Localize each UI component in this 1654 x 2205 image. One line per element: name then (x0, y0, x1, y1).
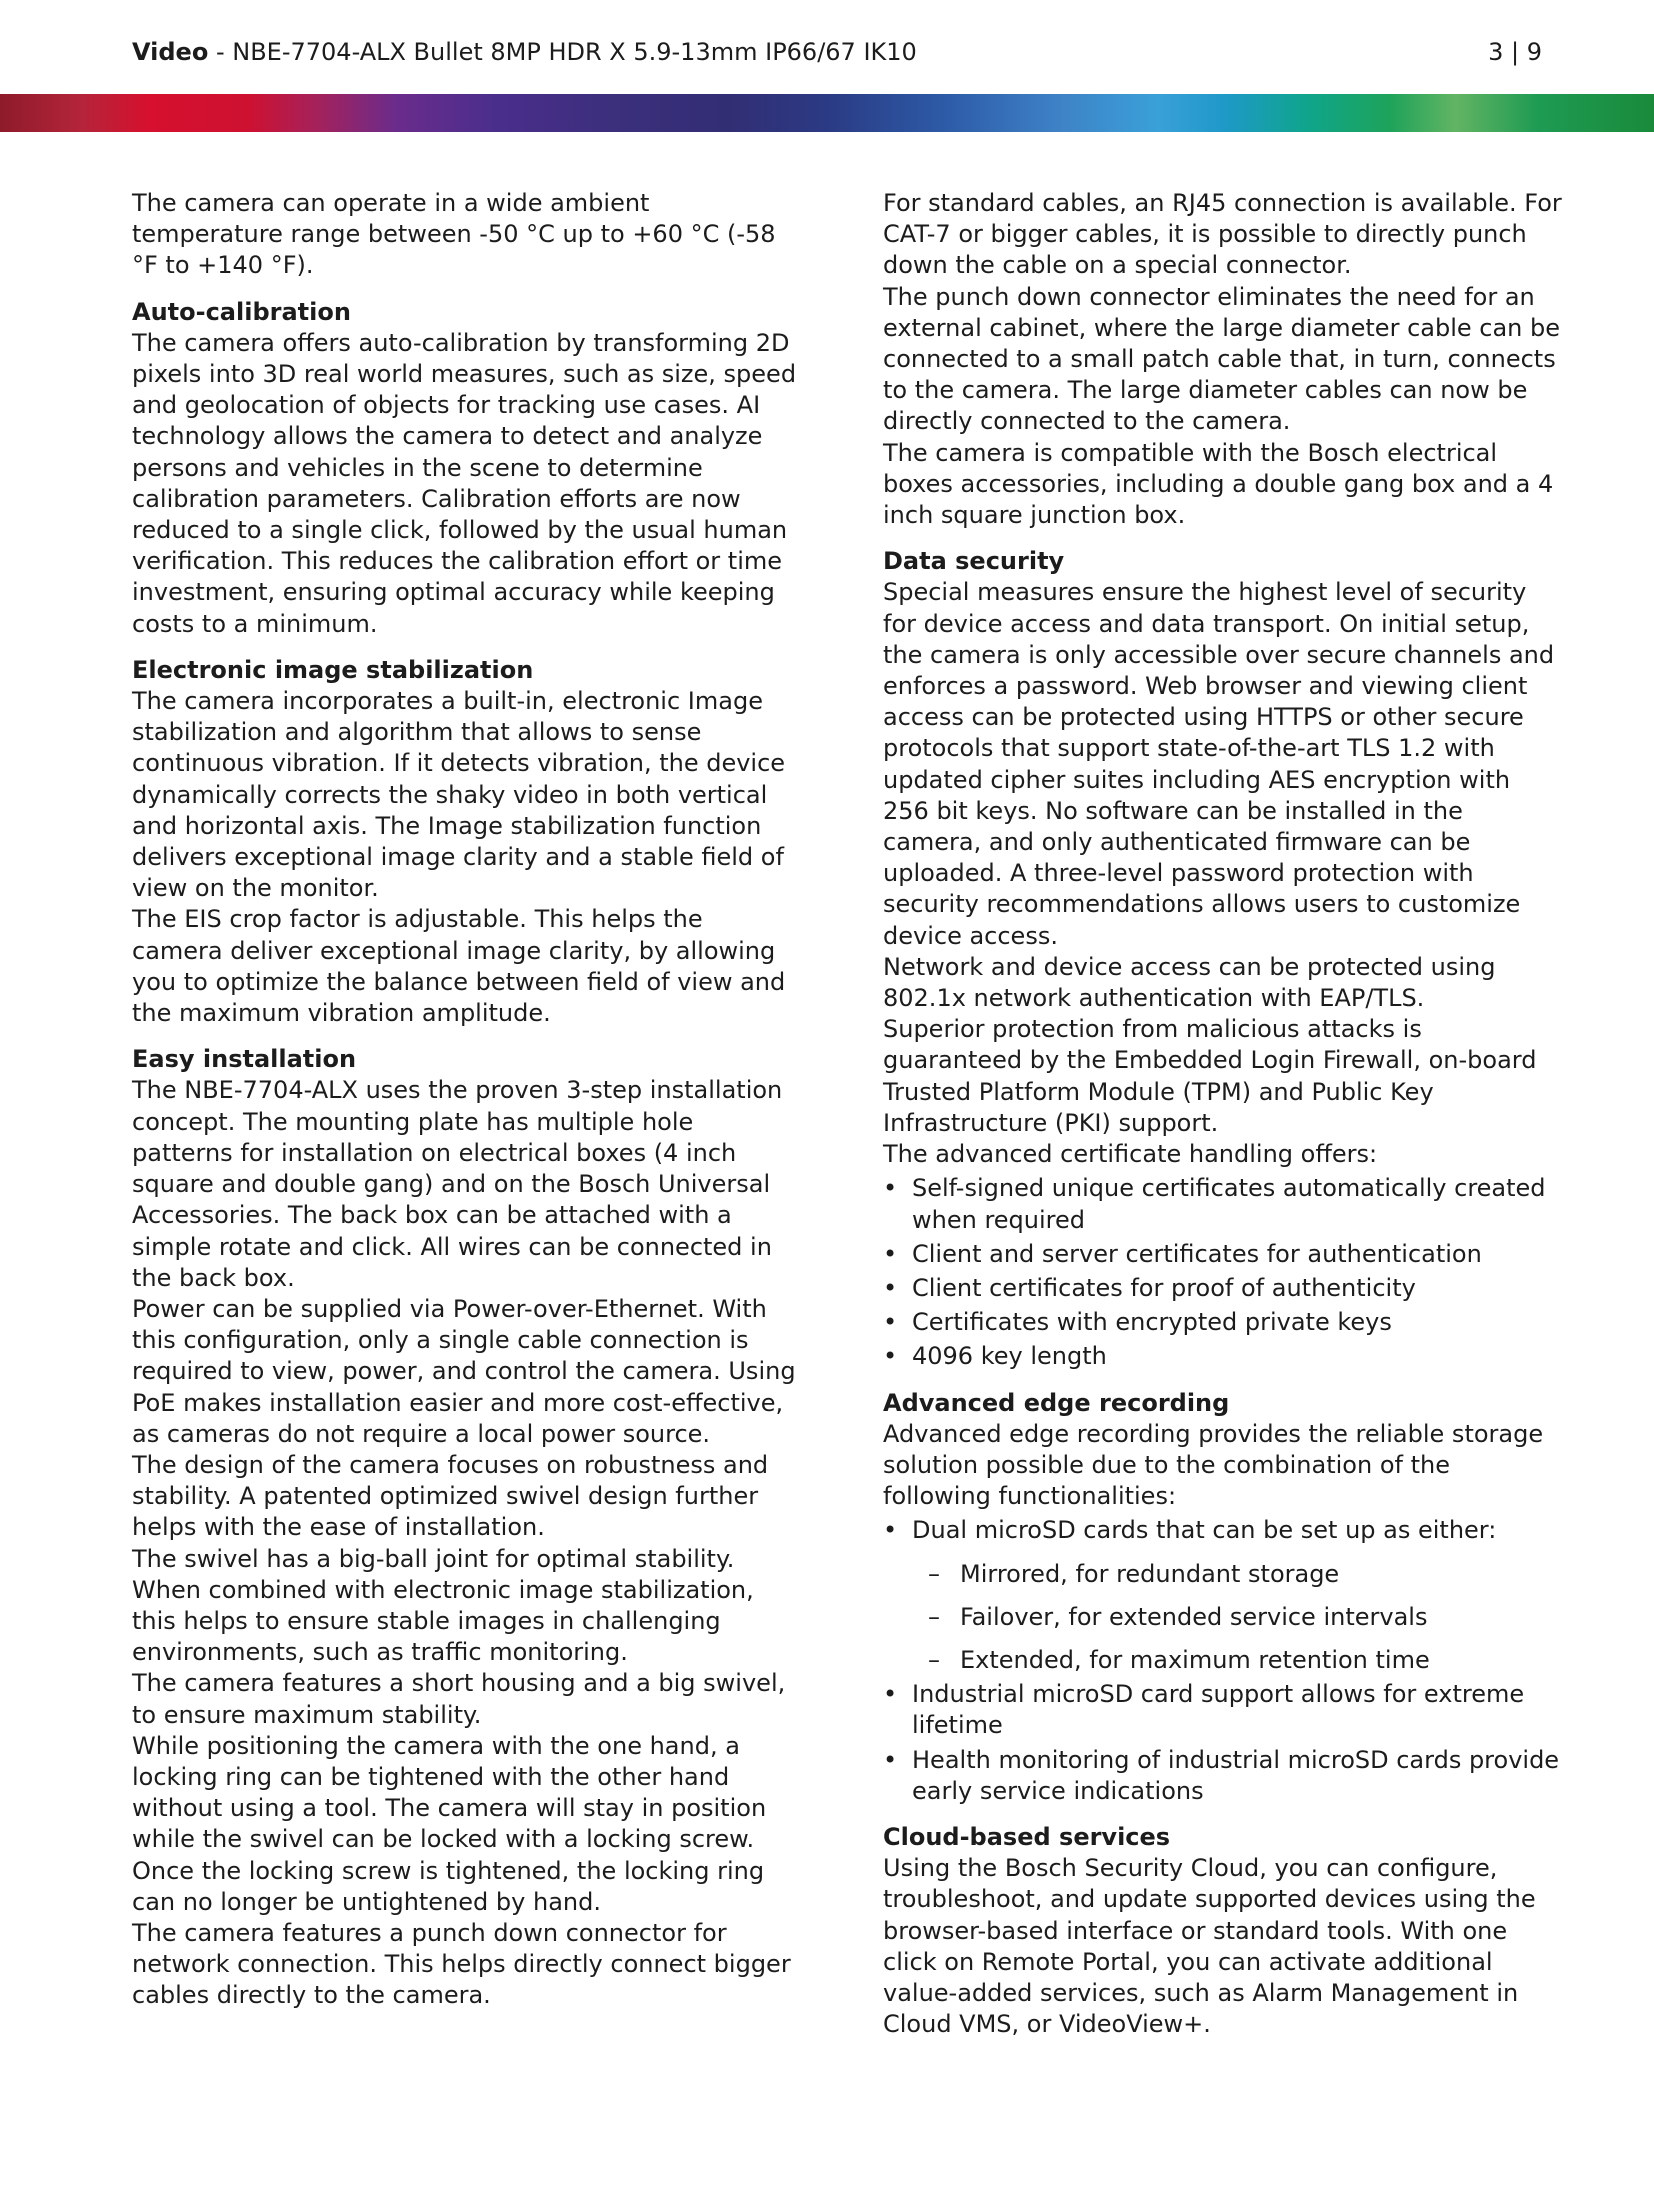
punch-down-connector-paragraph: The punch down connector eliminates the need for an external cabinet, where the large diameter cable can be connected to a small patch cable that, in turn, connects to the camera. The large diameter cables can now be directly connected to the camera. (883, 282, 1561, 436)
list-item (883, 1307, 1563, 1338)
list-item-text: Self-signed unique certificates automatically created when required (912, 1174, 1546, 1234)
rj45-paragraph: For standard cables, an RJ45 connection is available. For CAT-7 or bigger cables, it is possible to directly punch down the cable on a special connector. (883, 189, 1562, 280)
list-item (883, 1745, 1563, 1807)
bullet-icon: • (883, 1745, 898, 1774)
list-item (883, 1602, 1563, 1633)
document-title-product: - NBE-7704-ALX Bullet 8MP HDR X 5.9-13mm IP66/67 IK10 (208, 38, 917, 66)
temperature-paragraph: The camera can operate in a wide ambient temperature range between -50 °C up to +60 °C (-58 °F to +140 °F). (132, 189, 776, 280)
malicious-attacks-paragraph: Superior protection from malicious attacks is guaranteed by the Embedded Login Firewall, on-board Trusted Platform Module (TPM) and Public Key Infrastructure (PKI) support. (883, 1015, 1537, 1137)
edge-recording-heading: Advanced edge recording (883, 1388, 1230, 1417)
dash-icon: – (928, 1602, 940, 1631)
list-item-text: Extended, for maximum retention time (960, 1645, 1430, 1674)
list-item-text: Industrial microSD card support allows for extreme lifetime (912, 1680, 1525, 1740)
bullet-icon: • (883, 1516, 898, 1545)
bullet-icon: • (883, 1273, 898, 1302)
list-item (883, 1679, 1563, 1741)
auto-calibration-paragraph: The camera offers auto-calibration by transforming 2D pixels into 3D real world measures, such as size, speed and geolocation of objects for tracking use cases. AI technology allows the camera to detect and analyze persons and vehicles in the scene to determine calibration parameters. Calibration efforts are now reduced to a single click, followed by the usual human verification. This reduces the calibration effort or time investment, ensuring optimal accuracy while keeping costs to a minimum. (132, 328, 797, 638)
bullet-icon: • (883, 1680, 898, 1709)
poe-paragraph: Power can be supplied via Power-over-Ethernet. With this configuration, only a single cable connection is required to view, power, and control the camera. Using PoE makes installation easier and more cost-effective, as cameras do not require a local power source. (132, 1294, 796, 1448)
certificate-handling-paragraph: The advanced certificate handling offers: (883, 1140, 1378, 1169)
data-security-paragraph: Special measures ensure the highest level of security for device access and data transport. On initial setup, the camera is only accessible over secure channels and enforces a password. Web browser and viewing client access can be protected using HTTPS or other secure protocols that support state-of-the-art TLS 1.2 with updated cipher suites including AES encryption with 256 bit keys. No software can be installed in the camera, and only authenticated firmware can be uploaded. A three-level password protection with security recommendations allows users to customize device access. (883, 578, 1555, 950)
easy-installation-heading: Easy installation (132, 1045, 357, 1074)
certificate-list (883, 1173, 1563, 1372)
bullet-icon: • (883, 1239, 898, 1268)
list-item (883, 1239, 1563, 1270)
bullet-icon: • (883, 1174, 898, 1203)
list-item (883, 1515, 1563, 1676)
eis-crop-paragraph: The EIS crop factor is adjustable. This helps the camera deliver exceptional image clarity, by allowing you to optimize the balance between field of view and the maximum vibration amplitude. (132, 905, 786, 1028)
electrical-boxes-paragraph: The camera is compatible with the Bosch electrical boxes accessories, including a double gang box and a 4 inch square junction box. (883, 438, 1554, 530)
list-item (883, 1173, 1563, 1235)
brand-color-band (0, 94, 1654, 132)
cloud-services-heading: Cloud-based services (883, 1822, 1171, 1851)
installation-concept-paragraph: The NBE-7704-ALX uses the proven 3-step installation concept. The mounting plate has multiple hole patterns for installation on electrical boxes (4 inch square and double gang) and on the Bosch Universal Accessories. The back box can be attached with a simple rotate and click. All wires can be connected in the back box. (132, 1076, 783, 1292)
eis-paragraph: The camera incorporates a built-in, electronic Image stabilization and algorithm that allows to sense continuous vibration. If it detects vibration, the device dynamically corrects the shaky video in both vertical and horizontal axis. The Image stabilization function delivers exceptional image clarity and a stable field of view on the monitor. (132, 687, 786, 903)
list-item-text: 4096 key length (912, 1342, 1107, 1371)
cloud-services-paragraph: Using the Bosch Security Cloud, you can configure, troubleshoot, and update supported devices using the browser-based interface or standard tools. With one click on Remote Portal, you can activate additional value-added services, such as Alarm Management in Cloud VMS, or VideoView+. (883, 1854, 1536, 2039)
dash-icon: – (928, 1645, 940, 1674)
swivel-paragraph: The swivel has a big-ball joint for optimal stability. When combined with electronic image stabilization, this helps to ensure stable images in challenging environments, such as traffic monitoring. (132, 1544, 754, 1667)
right-column (883, 188, 1563, 2040)
network-access-paragraph: Network and device access can be protected using 802.1x network authentication with EAP/TLS. (883, 952, 1496, 1013)
list-item (883, 1341, 1563, 1372)
list-item (883, 1273, 1563, 1304)
list-item-text: Mirrored, for redundant storage (960, 1559, 1340, 1588)
list-item-text: Health monitoring of industrial microSD cards provide early service indications (912, 1745, 1560, 1805)
document-title (132, 36, 917, 68)
edge-recording-paragraph: Advanced edge recording provides the reliable storage solution possible due to the combination of the following functionalities: (883, 1419, 1544, 1511)
locking-ring-paragraph: While positioning the camera with the one hand, a locking ring can be tightened with the other hand without using a tool. The camera will stay in position while the swivel can be locked with a locking screw. Once the locking screw is tightened, the locking ring can no longer be untightened by hand. (132, 1731, 767, 1916)
left-column (132, 188, 800, 2012)
document-title-category: Video (132, 38, 209, 66)
edge-recording-list (883, 1515, 1563, 1807)
microsd-mode-list (912, 1559, 1563, 1677)
page-header (132, 36, 1542, 72)
list-item (883, 1645, 1563, 1676)
design-paragraph: The design of the camera focuses on robustness and stability. A patented optimized swivel design further helps with the ease of installation. (132, 1450, 769, 1542)
list-item-text: Client certificates for proof of authenticity (912, 1273, 1416, 1302)
eis-heading: Electronic image stabilization (132, 655, 534, 684)
list-item-text: Dual microSD cards that can be set up as either: (912, 1516, 1497, 1545)
housing-paragraph: The camera features a short housing and a big swivel, to ensure maximum stability. (132, 1669, 786, 1729)
punch-down-paragraph: The camera features a punch down connector for network connection. This helps directly connect bigger cables directly to the camera. (132, 1918, 791, 2010)
list-item-text: Client and server certificates for authentication (912, 1239, 1482, 1268)
auto-calibration-heading: Auto-calibration (132, 297, 351, 326)
dash-icon: – (928, 1559, 940, 1588)
data-security-heading: Data security (883, 547, 1065, 576)
list-item-text: Failover, for extended service intervals (960, 1602, 1428, 1631)
bullet-icon: • (883, 1308, 898, 1337)
page-number: 3 | 9 (1488, 38, 1542, 66)
list-item-text: Certificates with encrypted private keys (912, 1308, 1392, 1337)
bullet-icon: • (883, 1342, 898, 1371)
list-item (883, 1559, 1563, 1590)
